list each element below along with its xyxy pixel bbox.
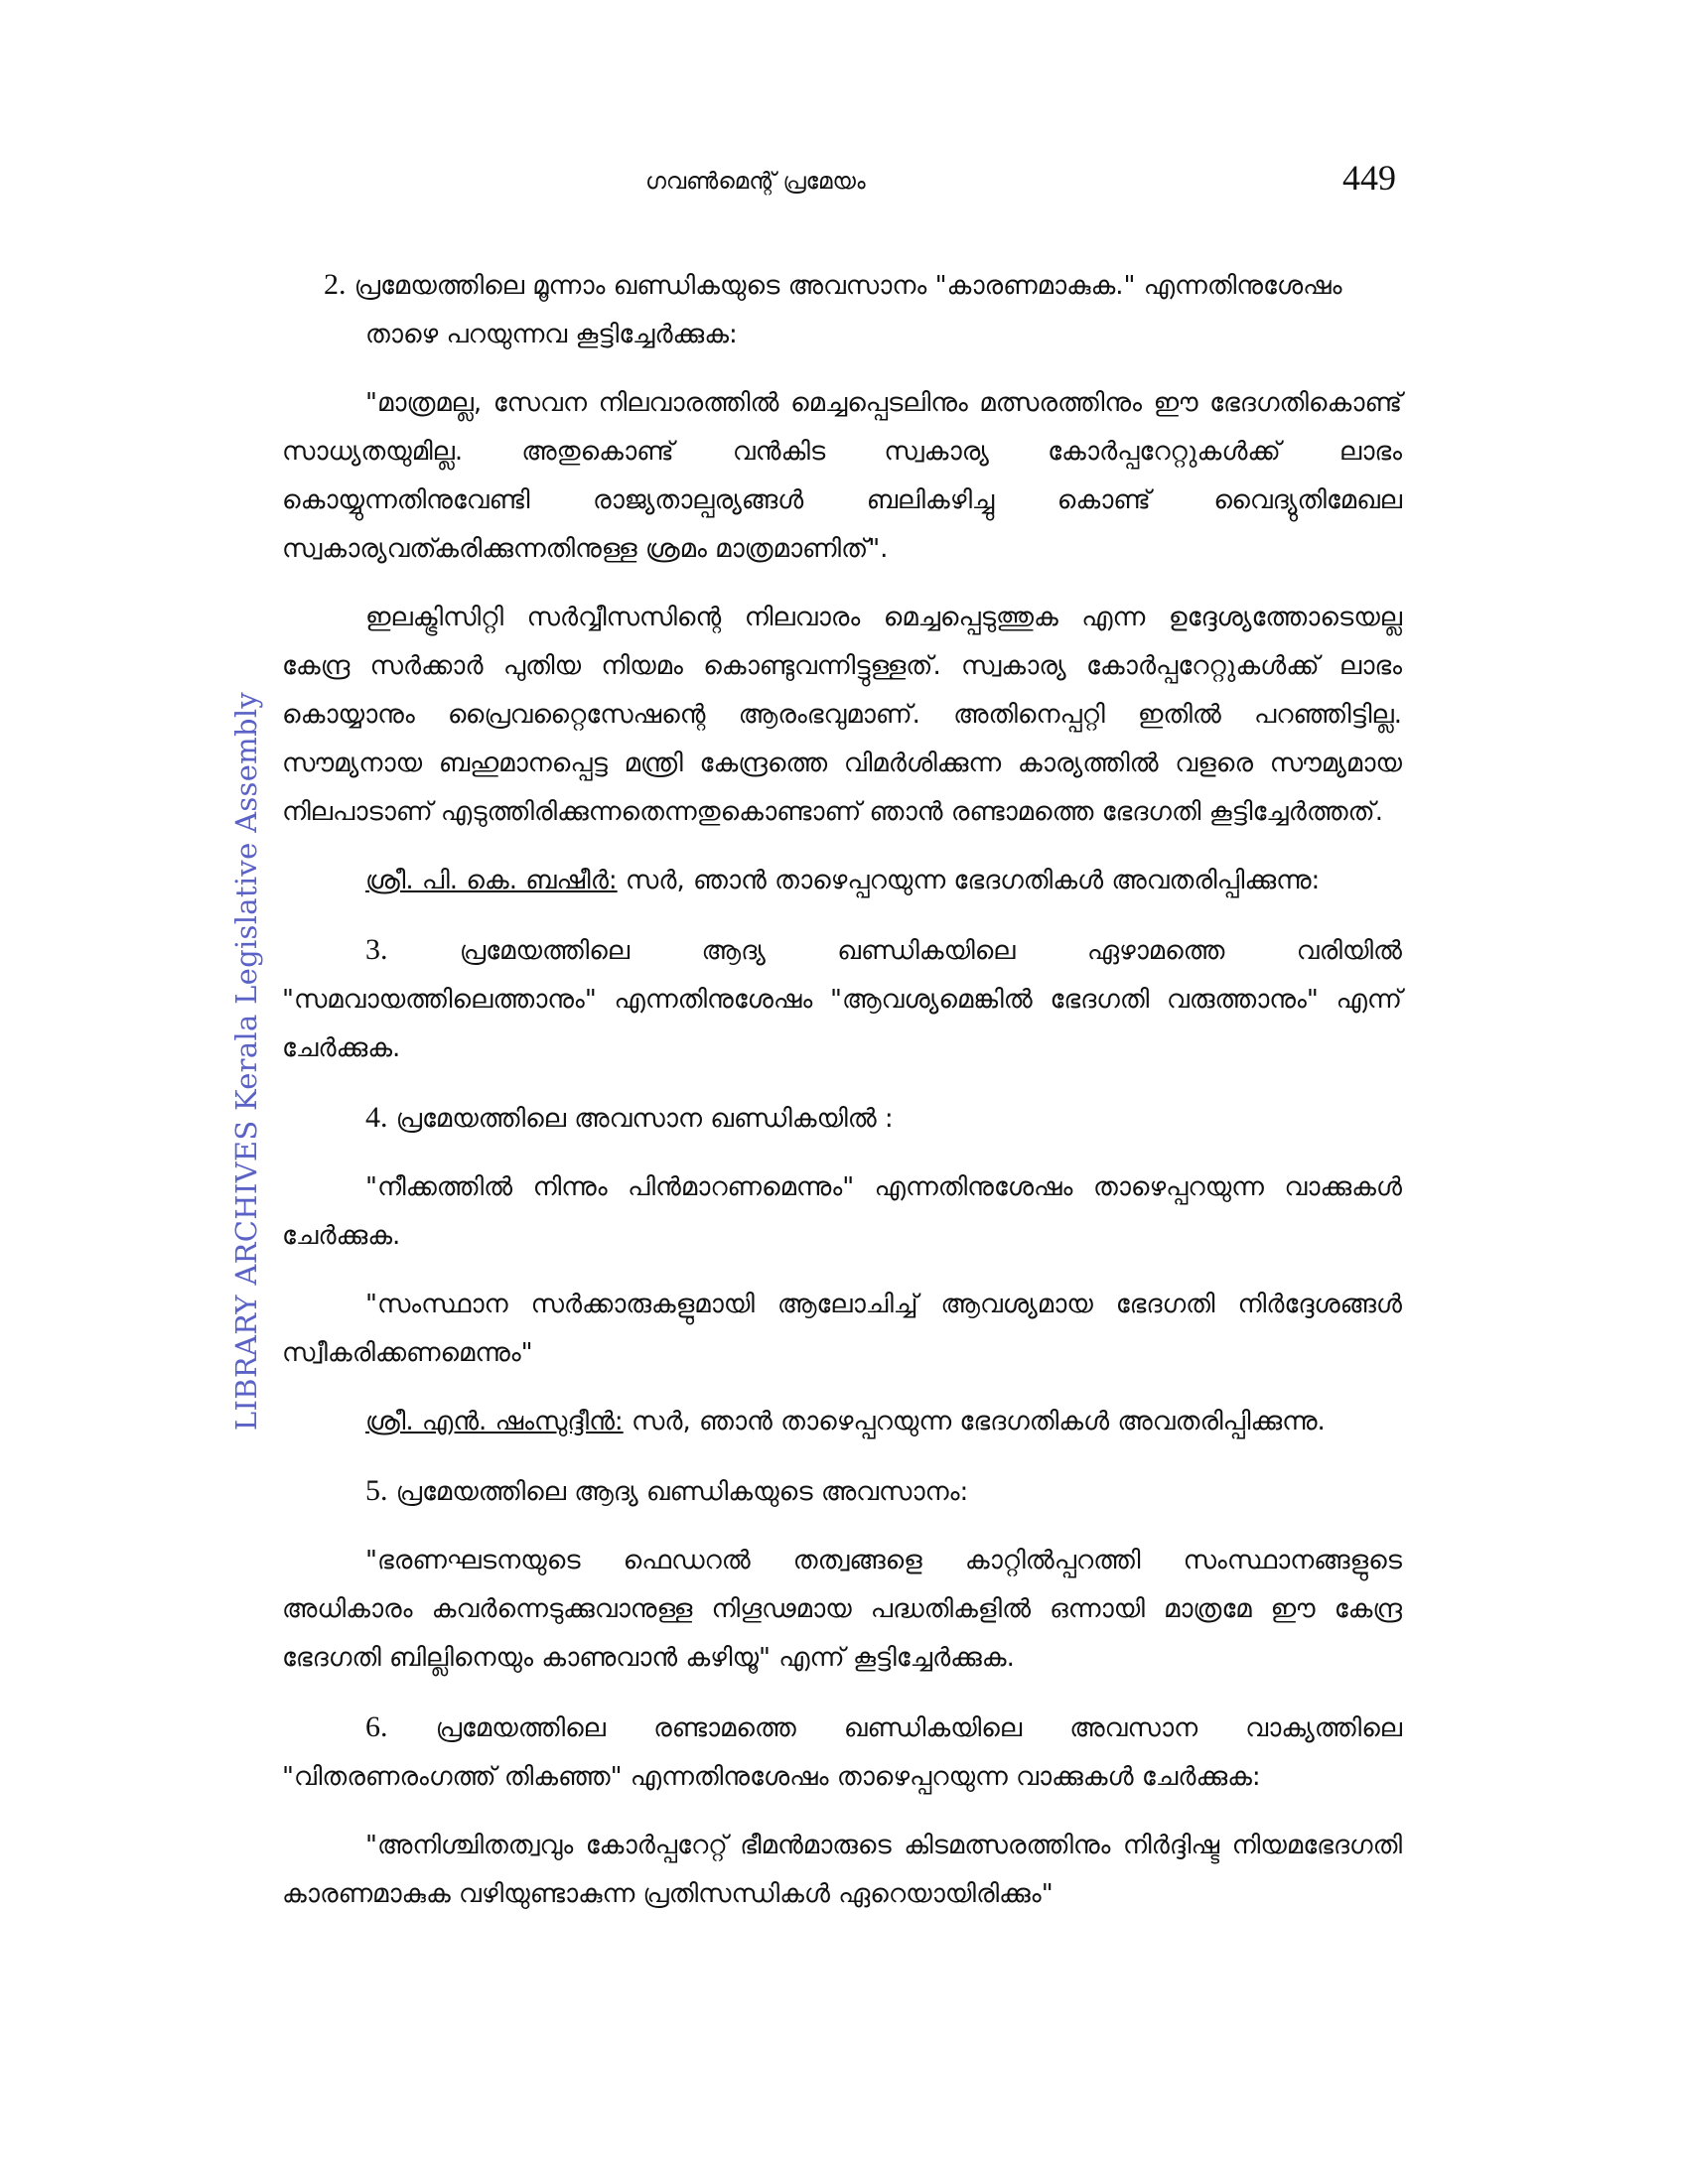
amendment-text: പ്രമേയത്തിലെ അവസാന ഖണ്ഡികയിൽ : xyxy=(395,1104,894,1134)
amendment-number: 6. xyxy=(365,1710,388,1743)
speaker-paragraph xyxy=(282,1398,1402,1446)
amendment-2 xyxy=(282,260,1402,359)
paragraph-text: ഇലക്ട്രിസിറ്റി സർവ്വീസസിന്റെ നിലവാരം മെച്ചപ്പെടുത്തുക എന്ന ഉദ്ദേശ്യത്തോടെയല്ല കേന്ദ്ര സർക്കാർ പുതിയ നിയമം കൊണ്ടുവന്നിട്ടുള്ളത്. സ്വകാര്യ കോർപ്പറേറ്റുകൾക്ക് ലാഭം കൊയ്യാനും പ്രൈവറ്റൈസേഷന്റെ ആരംഭവുമാണ്. അതിനെപ്പറ്റി ഇതിൽ പറഞ്ഞിട്ടില്ല. സൗമ്യനായ ബഹുമാനപ്പെട്ട മന്ത്രി കേന്ദ്രത്തെ വിമർശിക്കുന്ന കാര്യത്തിൽ വളരെ സൗമ്യമായ നിലപാടാണ് എടുത്തിരിക്കുന്നതെന്നതുകൊണ്ടാണ് ഞാൻ രണ്ടാമത്തെ ഭേദഗതി കൂട്ടിച്ചേർത്തത്. xyxy=(282,603,1402,827)
paragraph-text: സർ, ഞാൻ താഴെപ്പറയുന്ന ഭേദഗതികൾ അവതരിപ്പിക്കുന്നു: xyxy=(617,866,1321,895)
paragraph-text: "അനിശ്ചിതത്വവും കോർപ്പറേറ്റ് ഭീമൻമാരുടെ കിടമത്സരത്തിനും നിർദ്ദിഷ്ട നിയമഭേദഗതി കാരണമാകുക വഴിയുണ്ടാകുന്ന പ്രതിസന്ധികൾ ഏറെയായിരിക്കും" xyxy=(282,1831,1402,1909)
amendment-4 xyxy=(282,1093,1402,1144)
paragraph-text: "ഭരണഘടനയുടെ ഫെഡറൽ തത്വങ്ങളെ കാറ്റിൽപ്പറത്തി സംസ്ഥാനങ്ങളുടെ അധികാരം കവർന്നെടുക്കുവാനുള്ള നിഗൂഢമായ പദ്ധതികളിൽ ഒന്നായി മാത്രമേ ഈ കേന്ദ്ര ഭേദഗതി ബില്ലിനെയും കാണുവാൻ കഴിയൂ" എന്ന് കൂട്ടിച്ചേർക്കുക. xyxy=(282,1546,1402,1673)
speech-paragraph xyxy=(282,594,1402,837)
amendment-number: 2. xyxy=(324,268,347,301)
running-title: ഗവൺമെന്റ് പ്രമേയം xyxy=(645,169,866,195)
quoted-insertion xyxy=(282,1537,1402,1683)
quoted-insertion xyxy=(282,1822,1402,1919)
amendment-text: പ്രമേയത്തിലെ രണ്ടാമത്തെ ഖണ്ഡികയിലെ അവസാന വാക്യത്തിലെ "വിതരണരംഗത്ത് തികഞ്ഞ" എന്നതിനുശേഷം താഴെപ്പറയുന്ന വാക്കുകൾ ചേർക്കുക: xyxy=(282,1713,1402,1792)
amendment-number: 3. xyxy=(365,933,388,966)
speaker-name: ശ്രീ. പി. കെ. ബഷീർ: xyxy=(365,866,618,895)
paragraph-text: "നീക്കത്തിൽ നിന്നും പിൻമാറണമെന്നും" എന്നതിനുശേഷം താഴെപ്പറയുന്ന വാക്കുകൾ ചേർക്കുക. xyxy=(282,1172,1402,1251)
amendment-text: പ്രമേയത്തിലെ ആദ്യ ഖണ്ഡികയിലെ ഏഴാമത്തെ വരിയിൽ "സമവായത്തിലെത്താനും" എന്നതിനുശേഷം "ആവശ്യമെങ്കിൽ ഭേദഗതി വരുത്താനും" എന്ന് ചേർക്കുക. xyxy=(282,936,1402,1063)
amendment-number: 4. xyxy=(365,1101,388,1134)
amendment-6 xyxy=(282,1703,1402,1802)
quoted-insertion xyxy=(282,1281,1402,1378)
quoted-insertion xyxy=(282,1163,1402,1261)
page-number: 449 xyxy=(1342,158,1396,198)
document-body xyxy=(282,260,1402,1939)
quoted-insertion xyxy=(282,379,1402,574)
paragraph-text: "സംസ്ഥാന സർക്കാരുകളുമായി ആലോചിച്ച് ആവശ്യമായ ഭേദഗതി നിർദ്ദേശങ്ങൾ സ്വീകരിക്കണമെന്നും" xyxy=(282,1290,1402,1368)
paragraph-text: സർ, ഞാൻ താഴെപ്പറയുന്ന ഭേദഗതികൾ അവതരിപ്പിക്കുന്നു. xyxy=(623,1407,1326,1436)
speaker-name: ശ്രീ. എൻ. ഷംസുദ്ദീൻ: xyxy=(365,1407,624,1436)
speaker-paragraph xyxy=(282,857,1402,905)
amendment-text: പ്രമേയത്തിലെ ആദ്യ ഖണ്ഡികയുടെ അവസാനം: xyxy=(395,1477,969,1507)
amendment-text: പ്രമേയത്തിലെ മൂന്നാം ഖണ്ഡികയുടെ അവസാനം "കാരണമാകുക." എന്നതിനുശേഷം താഴെ പറയുന്നവ കൂട്ടിച്ചേർക്കുക: xyxy=(353,271,1342,349)
library-archives-watermark: LIBRARY ARCHIVES Kerala Legislative Assembly xyxy=(229,691,263,1432)
amendment-3 xyxy=(282,925,1402,1073)
amendment-number: 5. xyxy=(365,1474,388,1507)
amendment-5 xyxy=(282,1466,1402,1517)
paragraph-text: "മാത്രമല്ല, സേവന നിലവാരത്തിൽ മെച്ചപ്പെടലിനും മത്സരത്തിനും ഈ ഭേദഗതികൊണ്ട് സാധ്യതയുമില്ല. അതുകൊണ്ട് വൻകിട സ്വകാര്യ കോർപ്പറേറ്റുകൾക്ക് ലാഭം കൊയ്യുന്നതിനുവേണ്ടി രാജ്യതാല്പര്യങ്ങൾ ബലികഴിച്ചു കൊണ്ട് വൈദ്യുതിമേഖല സ്വകാര്യവത്കരിക്കുന്നതിനുള്ള ശ്രമം മാത്രമാണിത്". xyxy=(282,388,1402,564)
